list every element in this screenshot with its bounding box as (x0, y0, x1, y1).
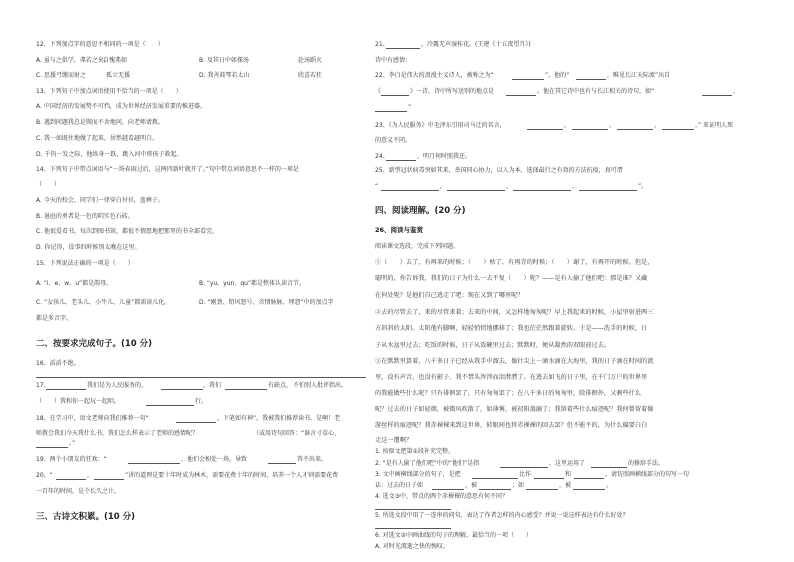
q22-line1a: 22、李白是伟大的浪漫主义诗人，被称之为“ (375, 72, 494, 79)
q25-sep-2: ， (506, 183, 513, 190)
q13-option-b: B. 遇到问题我总是锲而不舍地问，向老师请教。 (36, 119, 164, 126)
q14-option-b: B. 退庭的勇者是一色的阴实色石砖。 (36, 213, 134, 220)
question-1: 1. 按原文把第①段补充完整。 (375, 448, 455, 455)
q23-blank-4[interactable] (662, 129, 694, 130)
question-3b: 比作 (519, 471, 532, 478)
passage-p2-line2: 方斜斜的太阳。太阳他有脚啊，轻轻悄悄地挪移了；我也茫茫然跟着旋转。于是——洗手的时候，日 (375, 325, 648, 332)
q3-blank-4[interactable] (432, 489, 464, 490)
q19-text-1: 19、两个小朋友的狂欢：“ (36, 456, 107, 463)
q22-blank-1[interactable] (512, 79, 544, 80)
q23-text-1: 23、《为人民服务》中毛泽东引用司马迁的名言， (375, 122, 506, 129)
question-3d: ，请仿照画横线部分的句写一句 (605, 471, 690, 478)
q3-blank-1[interactable] (472, 478, 518, 479)
q25-blank-2[interactable] (447, 190, 505, 191)
q22-blank-6[interactable] (375, 111, 407, 112)
q16-text: 16、滔滔不绝。 (36, 360, 80, 367)
q22-line2b: 》一诗，诗中所写送别的地点是 (410, 88, 495, 95)
q18-line3: 。” (69, 440, 76, 447)
q25-blank-3[interactable] (513, 190, 571, 191)
passage-p2-line1: ②去的尽管去了，来的尽管来着；去来的中间，又怎样地匆匆呢？早上我起来的时候，小屋里射进两三 (375, 309, 654, 316)
q19-text-2: ，他们会相处一场，导致 (181, 456, 248, 463)
q2-blank-1[interactable] (500, 467, 548, 468)
q18-line1a: 18、在学习中，语文老师向我们推荐一句“ (36, 415, 149, 422)
question-2c: 的修辞手法。 (628, 460, 665, 467)
fill-title: 诗中有感情： (375, 57, 412, 64)
q22-line2a: 《 (375, 88, 382, 95)
q13-option-c: C. 我一如既往地做了起来，居然越看越明白。 (36, 135, 159, 142)
q23-text-2: 。” 来证明人死 (695, 122, 734, 129)
q19-text-3: 答不出来。 (297, 456, 328, 463)
q25-quote-open: “ (375, 183, 379, 190)
question-6-option-a: A. 对时光流逝之快的惋叹。 (375, 543, 449, 550)
question-3h: ，被 (559, 482, 572, 489)
q23-line2: 的意义不同。 (375, 137, 412, 144)
q24-text: ，明月何时照我还。 (417, 153, 472, 160)
q22-line2d: ， (733, 88, 740, 95)
q22-line3: ” (408, 104, 412, 111)
q14-option-d: D. 你记得，没事的时候别太晚在这里。 (36, 244, 141, 251)
q14-stem-bracket: （ ） (36, 181, 61, 188)
q12-option-b-word: 赴汤蹈火 (298, 57, 323, 64)
q12-option-a-word: 自愧弗如 (103, 57, 128, 64)
q23-blank-1[interactable] (527, 129, 563, 130)
q20-text-2: ， (87, 472, 94, 479)
q20-line2: 一百年的时间，是个长久之计。 (36, 488, 121, 495)
q4-answer-line[interactable] (375, 509, 451, 510)
question-4: 4. 选文③中，带点的两个赤裸裸的意思有何不同？ (375, 493, 509, 500)
q23-blank-3[interactable] (617, 129, 653, 130)
q23-sep-1: ， (564, 122, 571, 129)
q12-option-b: B. 及其日中如探汤 (199, 57, 249, 64)
question-3e: 话：过去的日子如 (375, 482, 424, 489)
q15-stem: 15、下列说法正确的一项是（ ） (36, 260, 134, 267)
q24-prefix: 24、 (375, 153, 389, 160)
section-2-title: 二、按要求完成句子。(10 分) (36, 339, 153, 349)
q22-blank-5[interactable] (702, 95, 732, 96)
passage-p1-line2: 聪明的，你告诉我，我们的日子为什么一去不复（ ）呢？——是有人偷了他们吧：那是谁？又藏 (375, 275, 648, 282)
q18-line1b: ，下笔如有神”。我被我们推荐读书。是啊！老 (217, 415, 341, 422)
passage-p3-line4: 呢？过去的日子如轻烟，被微风吹散了，如薄雾，被初阳蒸融了；我留着些什么痕迹呢？我何曾留着像 (375, 406, 654, 413)
q3-blank-6[interactable] (526, 489, 558, 490)
q18-line2b: （或用诗句回答：“谁言寸草心， (253, 430, 341, 437)
passage-p1-line3: 在何处呢？是他们自己逃走了吧：现在又到了哪里呢？ (375, 292, 524, 299)
q20-text-3: ”讲的道理是要十年时成为林木，需要花费十年的时间，培养一个人才则需要花费 (125, 472, 339, 479)
q17-prefix: 17、 (36, 382, 50, 389)
q20-text-1: 20、“ (36, 472, 53, 479)
q23-blank-2[interactable] (572, 129, 608, 130)
q25-text: 25、新型冠状病毒突如其来，举国同心协力，以人为本，选择最行之有效的方法抗疫，真可谓 (375, 167, 623, 174)
q21-blank[interactable] (386, 48, 420, 49)
q15-option-d: D. “刚劲、钮风怒号、含情脉脉、埋怨”中的加点字 (199, 299, 334, 306)
q12-option-c-word: 孤立无援 (106, 72, 131, 79)
q12-option-c: C. 思援弓缴而射之 (36, 72, 87, 79)
question-2b: ，这里运用了 (549, 460, 586, 467)
q3-blank-7[interactable] (573, 489, 605, 490)
q5-answer-line[interactable] (375, 528, 451, 529)
q25-blank-1[interactable] (381, 190, 439, 191)
q26-title: 26、阅读与鉴赏 (375, 226, 424, 234)
passage-p3-line6: 走这一遭啊？ (375, 437, 413, 444)
question-6: 6. 对选文②中画曲线的句子的理解，最恰当的一项（ ） (375, 532, 533, 539)
q17-text-3: 有缺点， (268, 382, 293, 389)
q17-text-2: ，我们 (203, 382, 222, 389)
q22-line1c: ，唯见长江天际流”出自 (607, 72, 671, 79)
q21-prefix: 21、 (375, 41, 389, 48)
q14-option-a: A. 今天的校会，同学们一律穿白衬衫，蓝裤子。 (36, 197, 164, 204)
passage-p2-line3: 子从水盆里过去；吃饭的时候，日子从饭碗里过去；默默时，便从凝然的双眼前过去。 (375, 342, 611, 349)
question-3c: 和 (565, 471, 572, 478)
question-2a: 2. “是有人偷了他们吧”中的“他们”是指 (375, 460, 480, 467)
q25-quote-close: ”。 (638, 183, 648, 190)
passage-p3-line2: 里，没有声音，也没有影子。我不禁头涔涔而泪潸潸了。在逃去如飞的日子里，在千门万户的世界里 (375, 374, 648, 381)
q15-option-c: C. “女孩儿、老头儿、小牛儿、儿童”都需读儿化。 (36, 299, 171, 306)
q25-sep-1: ， (440, 183, 447, 190)
q12-option-d: D. 我善鼓琴若太山 (199, 72, 250, 79)
q22-line1b: ”。他的“ (545, 72, 570, 79)
q13-option-a: A. 中国经济的发展势不可挡，成为世界经济发展重要的推进器。 (36, 103, 206, 110)
section-3-title: 三、古诗文积累。(10 分) (36, 512, 136, 522)
q14-option-c: C. 他很爱看书，每次到图书馆，都很不情愿地把那里的书全部看完。 (36, 228, 219, 235)
q22-blank-3[interactable] (381, 95, 409, 96)
q22-blank-4[interactable] (506, 95, 536, 96)
q21-text: ，冷露无声湿桂花。(王建《十五夜望月》) (421, 41, 531, 48)
q3-blank-3[interactable] (574, 478, 604, 479)
passage-p3-line3: 的我能做些什么呢？只有徘徊罢了，只有匆匆罢了；在八千多日的匆匆里，除徘徊外，又剩些什么 (375, 390, 642, 397)
q15-option-d-cont: 都是多音字。 (36, 315, 73, 322)
q24-blank[interactable] (386, 160, 416, 161)
passage-p3-line1: ③在默默里算着，八千多日子已经从我手中溜去，像针尖上一滴水滴在大海里，我的日子滴在时间的流 (375, 358, 654, 365)
q3-blank-5[interactable] (479, 489, 511, 490)
q12-stem: 12、下列加点字的意思不相同的一项是（ ） (36, 41, 164, 48)
q17-line2: （ ）我和你一起玩一起唱， (36, 398, 121, 405)
q13-stem: 13、下列句子中加点词语使用不恰当的一项是（ ） (36, 88, 182, 95)
reading-intro: 阅读课文选段，完成下列问题。 (375, 243, 460, 250)
passage-p3-line5: 游丝样的痕迹呢？我赤裸裸来到这世界，转眼间也将赤裸裸的回去罢？但不能平的，为什么偏要白白 (375, 422, 648, 429)
q12-option-d-word: 欣喜若狂 (298, 72, 323, 79)
question-3i: 。 (606, 482, 613, 489)
question-3a: 3. 文中画横线部分的句子，是把 (375, 471, 461, 478)
q13-option-d: D. 千钧一发之际，他纵身一跃，跳入河中将孩子救起。 (36, 151, 183, 158)
q23-sep-3: ， (654, 122, 661, 129)
q18-line2: 师教会我们今天我什么书，我们怎么样表示了老师的感情呢？ (36, 430, 199, 437)
q22-blank-2[interactable] (576, 79, 606, 80)
q15-option-b: B. “yu、yun、qu”都是整体认读音节。 (199, 280, 306, 287)
q2-blank-2[interactable] (591, 467, 627, 468)
q23-sep-2: ， (609, 122, 616, 129)
q25-sep-3: ， (572, 183, 579, 190)
question-3f: ，被 (465, 482, 478, 489)
q3-blank-2[interactable] (534, 478, 564, 479)
q22-line2c: 。他在其它诗中也有与长江相关的诗句，如“ (537, 88, 655, 95)
question-5: 5. 所选文段中用了一连串的问句，表达了作者怎样的内心感受？并说一说这样表达有什么好处？ (375, 512, 629, 519)
q17-line2-end: 行。 (195, 398, 208, 405)
q25-blank-4[interactable] (579, 190, 637, 191)
passage-p1-line1: ①（ ）去了，有再来的时候；（ ）枯了，有再青的时候；（ ）谢了，有再开的时候。但是， (375, 259, 654, 266)
question-3g: ；如 (512, 482, 525, 489)
q17-text-1: 我们是为人民服务的， (87, 382, 148, 389)
q17-text-4: 不怕别人批评指出。 (293, 382, 348, 389)
section-4-title: 四、阅读理解。(20 分) (375, 206, 466, 216)
q14-stem: 14、下列句子中带点词语与“一场春雨过后，这两四新叶就开了。”句中带点词语意思不一样的一项是 (36, 166, 299, 173)
q15-option-a: A. “i、e、w、u”都是韵母。 (36, 280, 113, 287)
q12-option-a: A. 虽与之俱学，弗若之矣。 (36, 57, 110, 64)
